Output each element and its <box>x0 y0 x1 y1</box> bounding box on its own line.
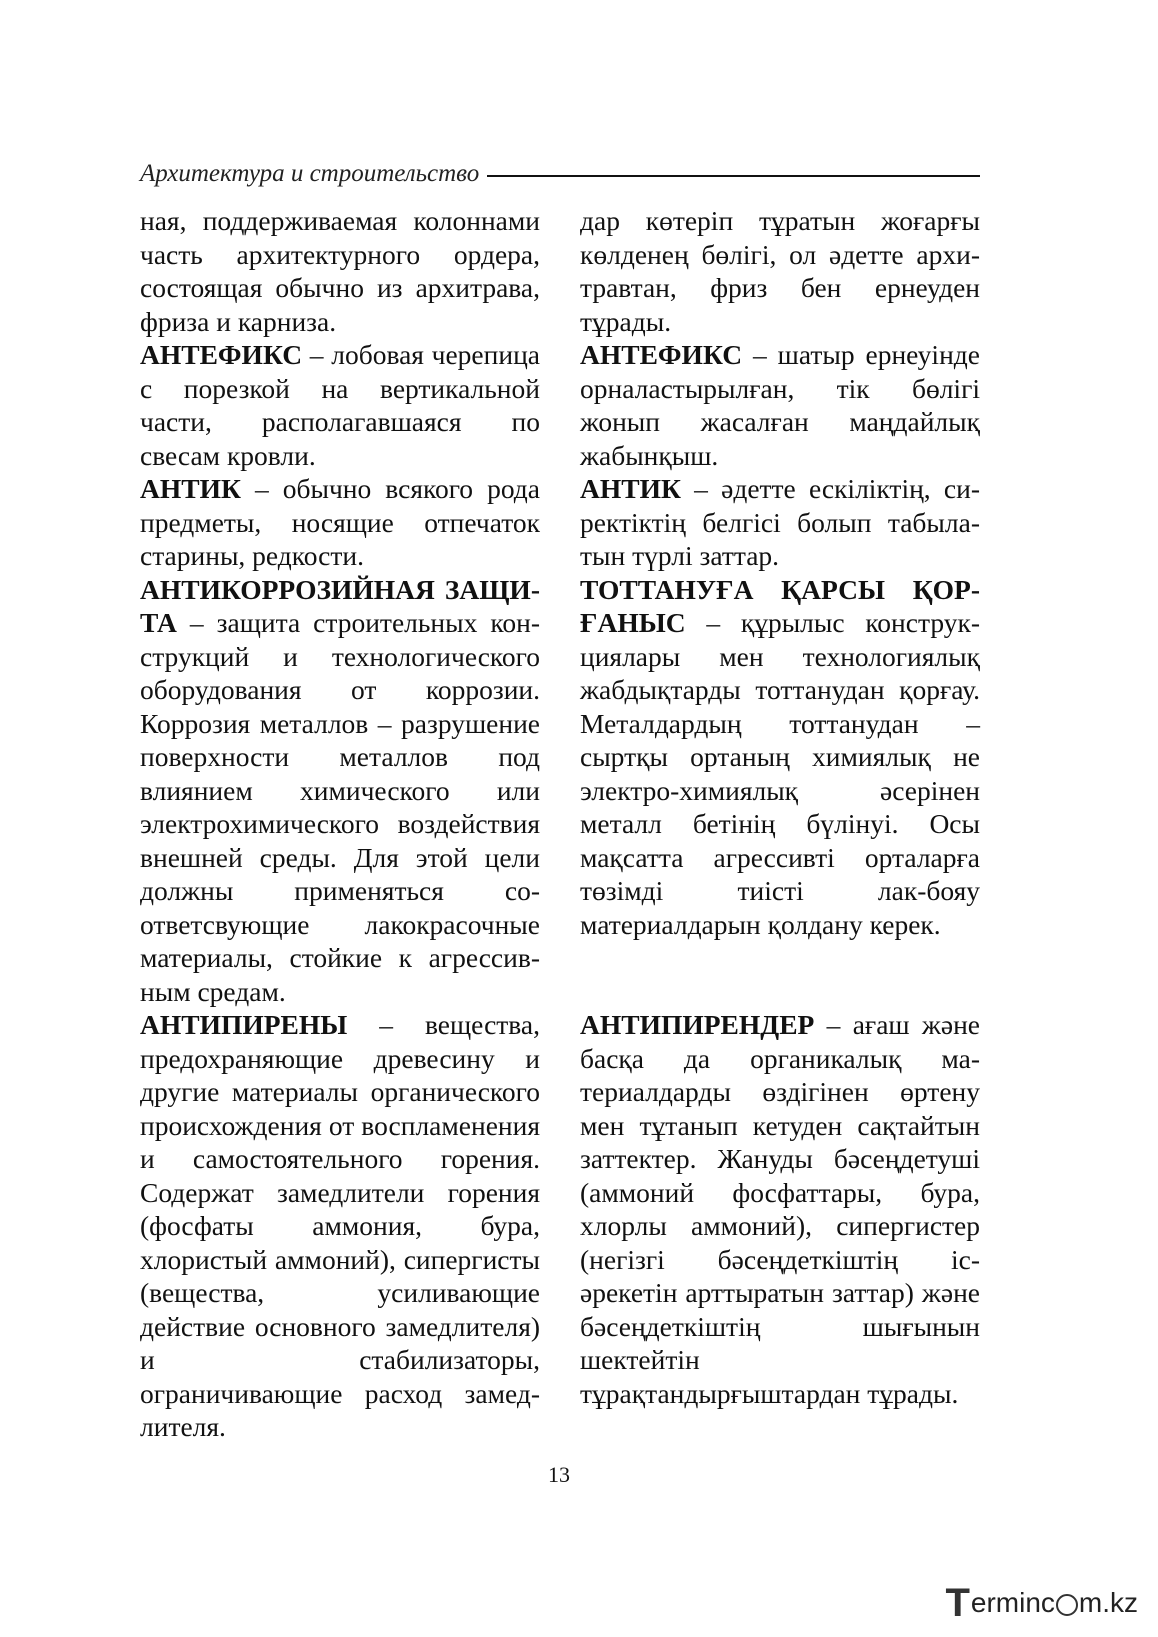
section-title: Архитектура и строительство <box>140 160 480 187</box>
header-rule <box>487 175 980 177</box>
definition: – обычно всякого рода предметы, носящие отпечаток старины, редкости. <box>140 473 540 571</box>
watermark-letter: T <box>945 1581 970 1625</box>
termincom-watermark <box>945 1583 1138 1623</box>
running-header <box>140 160 980 188</box>
entry-anticorrosion-kz <box>580 573 980 942</box>
definition: – вещества, предохраняющие древесину и другие материалы органического происхождения от воспламенения и самостоятельного горения. Содержат замедлители горения (фосфаты аммония, бура, хлористый аммоний), сипергисты (вещества, усиливающие действие основного замедлителя) и стабилизаторы, ограничивающие расход замедлителя. <box>140 1009 540 1442</box>
entry-antipireny-ru <box>140 1008 540 1444</box>
term: ТОТТАНУҒА ҚАРСЫ ҚОРҒАНЫС <box>580 573 980 638</box>
entry-antik-kz <box>580 472 980 573</box>
entry-antik-ru <box>140 472 540 573</box>
term: АНТЕФИКС <box>580 339 743 370</box>
page-number: 13 <box>548 1462 570 1487</box>
term: АНТИПИРЕНДЕР <box>580 1009 815 1040</box>
term: АНТИК <box>580 473 681 504</box>
watermark-text-1: erminc <box>970 1587 1055 1618</box>
definition: – ағаш және басқа да органикалық материалдарды өздігінен өртену мен тұтанып кетуден сақтайтын заттектер. Жануды бәсеңдетуші (аммоний фосфаттары, бура, хлорлы аммоний), сипергистер (негізгі бәсеңдеткіштің іс-әрекетін арттыратын заттар) және бәсеңдеткіштің шығынын шектейтін тұрақтандырғыштардан тұрады. <box>580 1009 980 1409</box>
continued-entry: ная, поддерживаемая колоннами часть архитектурного ордера, состоящая обычно из архитрава, фриза и карниза. <box>140 205 540 337</box>
term: АНТИК <box>140 473 241 504</box>
entry-antefiks-kz <box>580 338 980 472</box>
definition: – құрылыс конструкциялары мен технологиялық жабдықтарды тоттанудан қорғау. Металдардың тоттанудан – сыртқы ортаның химиялық не электро-химиялық әсерінен металл бетінің бүлінуі. Осы мақсатта агрессивті орталарға төзімді тиісті лак-бояу материалдарын қолдану керек. <box>580 607 980 940</box>
definition: – лобовая черепица с порезкой на вертикальной части, располагавшаяся по свесам кровли. <box>140 339 540 471</box>
term: АНТИПИРЕНЫ <box>140 1009 348 1040</box>
magnifier-icon <box>1056 1594 1078 1616</box>
entry-antipirender-kz <box>580 1008 980 1410</box>
russian-column <box>140 204 540 1444</box>
watermark-text-2: m.kz <box>1078 1587 1138 1618</box>
kazakh-column <box>580 204 980 1410</box>
continued-entry: дар көтеріп тұратын жоғарғы көлденең бөлігі, ол әдетте архитравтан, фриз бен ернеуден тұрады. <box>580 205 980 337</box>
entry-anticorrosion-ru <box>140 573 540 1009</box>
definition: – әдетте ескіліктің, сиректіктің белгісі болып табылатын түрлі заттар. <box>580 473 980 571</box>
term: АНТИКОРРОЗИЙНАЯ ЗАЩИТА <box>140 573 540 638</box>
term: АНТЕФИКС <box>140 339 303 370</box>
spacer <box>580 941 980 1008</box>
entry-antefiks-ru <box>140 338 540 472</box>
definition: – шатыр ернеуінде орналастырылған, тік бөлігі жонып жасалған маңдайлық жабынқыш. <box>580 339 980 471</box>
definition: – защита строительных конструкций и технологического оборудования от коррозии. Коррозия металлов – разрушение поверхности металлов под влиянием химического или электрохимического воздействия внешней среды. Для этой цели должны применяться соответсвующие лакокрасочные материалы, стойкие к агрессивным средам. <box>140 607 540 1007</box>
